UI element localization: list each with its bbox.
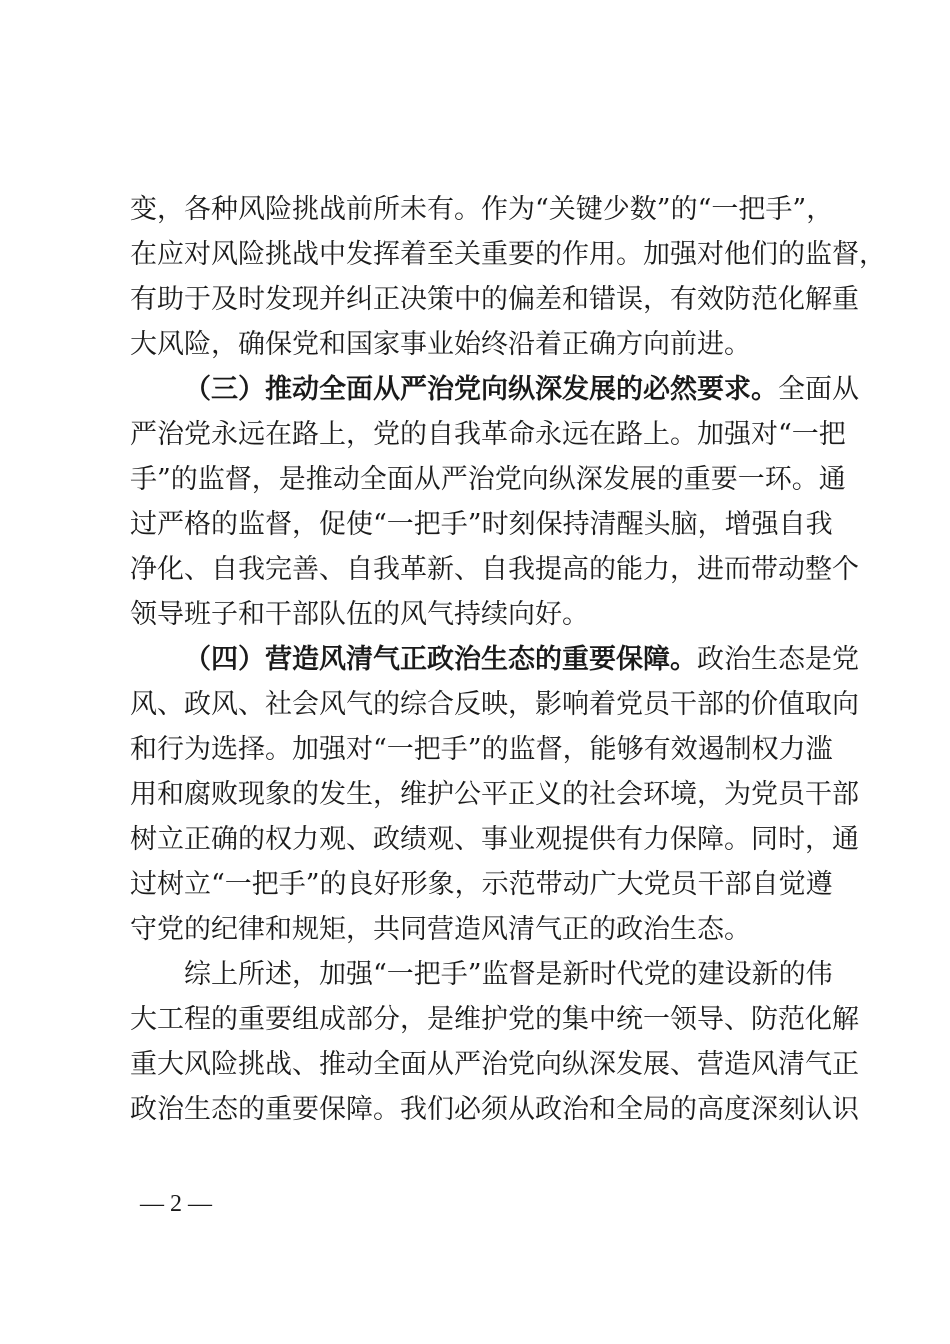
text-line: 净化、自我完善、自我革新、自我提高的能力，进而带动整个 (130, 554, 859, 585)
section-heading-line (184, 638, 859, 682)
text-line: 手”的监督，是推动全面从严治党向纵深发展的重要一环。通 (130, 464, 846, 495)
text-line: 重大风险挑战、推动全面从严治党向纵深发展、营造风清气正 (130, 1049, 859, 1080)
text-line: 大工程的重要组成部分，是维护党的集中统一领导、防范化解 (130, 1004, 859, 1035)
text-line: 大风险，确保党和国家事业始终沿着正确方向前进。 (130, 329, 751, 360)
text-line: 风、政风、社会风气的综合反映，影响着党员干部的价值取向 (130, 689, 859, 720)
text-line: 领导班子和干部队伍的风气持续向好。 (130, 599, 589, 630)
text-line: 变，各种风险挑战前所未有。作为“关键少数”的“一把手”， (130, 194, 834, 225)
page-number: — 2 — (140, 1191, 212, 1217)
text-line: 过树立“一把手”的良好形象，示范带动广大党员干部自觉遵 (130, 869, 833, 900)
section-text: 政治生态是党 (697, 644, 859, 675)
text-line: 有助于及时发现并纠正决策中的偏差和错误，有效防范化解重 (130, 284, 859, 315)
text-line: 在应对风险挑战中发挥着至关重要的作用。加强对他们的监督， (130, 239, 886, 270)
text-line: 树立正确的权力观、政绩观、事业观提供有力保障。同时，通 (130, 824, 859, 855)
section-text: 全面从 (778, 374, 859, 405)
text-line: 政治生态的重要保障。我们必须从政治和全局的高度深刻认识 (130, 1094, 859, 1125)
text-line: 综上所述，加强“一把手”监督是新时代党的建设新的伟 (184, 959, 833, 990)
text-line: 严治党永远在路上，党的自我革命永远在路上。加强对“一把 (130, 419, 846, 450)
section-heading-line (184, 368, 859, 412)
section-heading: （四）营造风清气正政治生态的重要保障。 (184, 644, 697, 675)
section-heading: （三）推动全面从严治党向纵深发展的必然要求。 (184, 374, 778, 405)
text-line: 和行为选择。加强对“一把手”的监督，能够有效遏制权力滥 (130, 734, 833, 765)
text-line: 守党的纪律和规矩，共同营造风清气正的政治生态。 (130, 914, 751, 945)
text-line: 过严格的监督，促使“一把手”时刻保持清醒头脑，增强自我 (130, 509, 833, 540)
text-line: 用和腐败现象的发生，维护公平正义的社会环境，为党员干部 (130, 779, 859, 810)
